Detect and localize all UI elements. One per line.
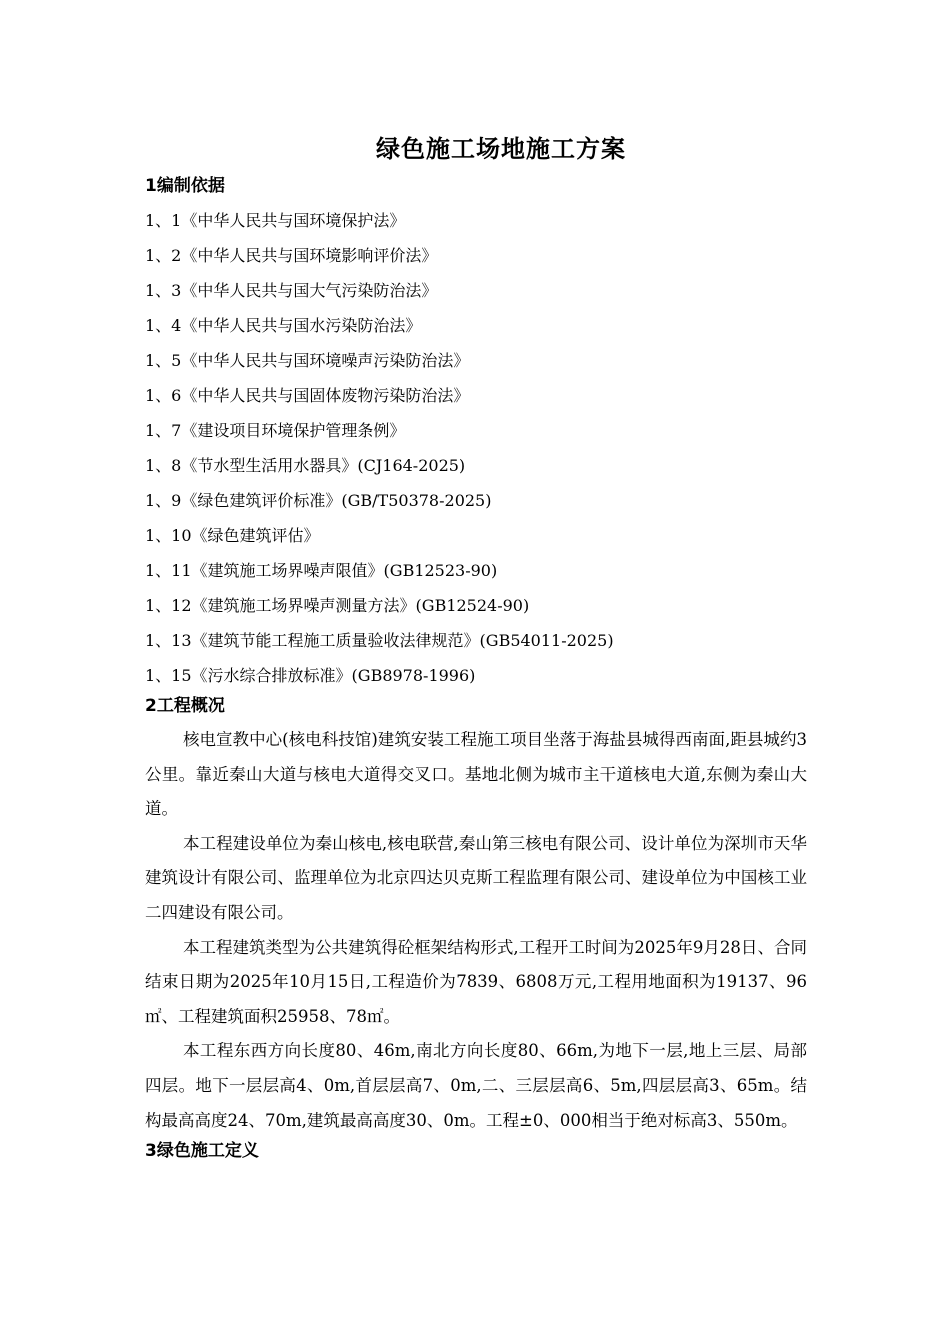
reference-item: 1、4《中华人民共与国水污染防治法》 [145,316,422,335]
document-title: 绿色施工场地施工方案 [376,135,626,163]
reference-item: 1、13《建筑节能工程施工质量验收法律规范》(GB54011-2025) [145,631,614,650]
overview-paragraph-location: 核电宣教中心(核电科技馆)建筑安装工程施工项目坐落于海盐县城得西南面,距县城约3公里。靠近秦山大道与核电大道得交叉口。基地北侧为城市主干道核电大道,东侧为秦山大道。 [145,730,807,819]
overview-paragraph-dimensions: 本工程东西方向长度80、46m,南北方向长度80、66m,为地下一层,地上三层、局部四层。地下一层层高4、0m,首层层高7、0m,二、三层层高6、5m,四层层高3、65m。结构最高高度24、70m,建筑最高高度30、0m。工程±0、000相当于绝对标高3、550m。 [145,1041,807,1130]
reference-item: 1、15《污水综合排放标准》(GB8978-1996) [145,666,476,685]
overview-paragraph-schedule: 本工程建筑类型为公共建筑得砼框架结构形式,工程开工时间为2025年9月28日、合同结束日期为2025年10月15日,工程造价为7839、6808万元,工程用地面积为19137、96㎡、工程建筑面积25958、78㎡。 [145,937,807,1026]
overview-paragraph-parties: 本工程建设单位为秦山核电,核电联营,秦山第三核电有限公司、设计单位为深圳市天华建筑设计有限公司、监理单位为北京四达贝克斯工程监理有限公司、建设单位为中国核工业二四建设有限公司。 [145,833,807,922]
reference-item: 1、1《中华人民共与国环境保护法》 [145,211,406,230]
reference-item: 1、6《中华人民共与国固体废物污染防治法》 [145,386,470,405]
reference-item: 1、11《建筑施工场界噪声限值》(GB12523-90) [145,561,498,580]
section-heading-basis: 1编制依据 [145,176,225,196]
reference-item: 1、8《节水型生活用水器具》(CJ164-2025) [145,456,466,475]
reference-item: 1、5《中华人民共与国环境噪声污染防治法》 [145,351,470,370]
document-body [145,173,807,1164]
reference-item: 1、9《绿色建筑评价标准》(GB/T50378-2025) [145,491,492,510]
reference-item: 1、3《中华人民共与国大气污染防治法》 [145,281,438,300]
reference-list [145,203,807,693]
reference-item: 1、12《建筑施工场界噪声测量方法》(GB12524-90) [145,596,530,615]
reference-item: 1、7《建设项目环境保护管理条例》 [145,421,406,440]
section-heading-definition: 3绿色施工定义 [145,1141,259,1162]
reference-item: 1、2《中华人民共与国环境影响评价法》 [145,246,438,265]
section-heading-overview: 2工程概况 [145,696,225,716]
reference-item: 1、10《绿色建筑评估》 [145,526,320,545]
